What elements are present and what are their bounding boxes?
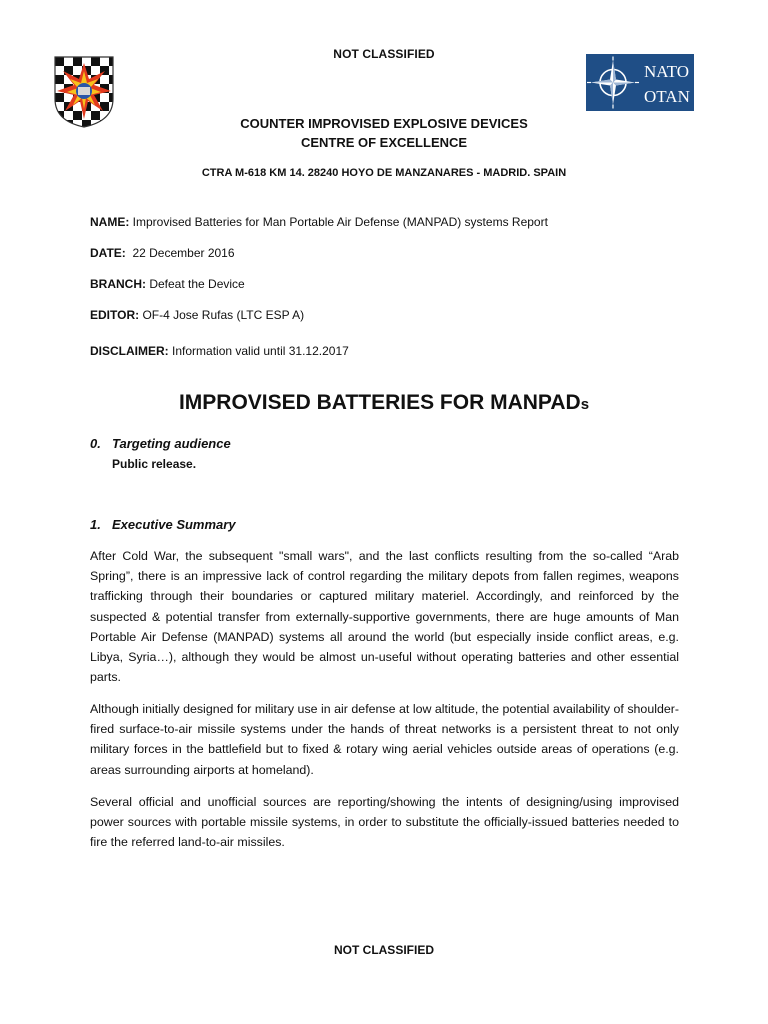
meta-editor: [90, 308, 304, 322]
meta-disclaimer-label: DISCLAIMER:: [90, 344, 169, 358]
meta-branch: [90, 277, 245, 291]
paragraph: Although initially designed for military use in air defense at low altitude, the potential availability of shoulder-fired surface-to-air missile systems under the hands of threat networks is a persistent threat to not only military forces in the battlefield but to fixed & rotary wing aerial vehicles outside areas of operations (e.g. areas surrounding airports at homeland).: [90, 702, 679, 777]
meta-editor-value: OF-4 Jose Rufas (LTC ESP A): [139, 308, 305, 322]
meta-disclaimer-value: Information valid until 31.12.2017: [168, 344, 349, 358]
org-line-2: CENTRE OF EXCELLENCE: [300, 135, 468, 150]
section-1-heading: [90, 517, 236, 532]
meta-branch-value: Defeat the Device: [146, 277, 245, 291]
meta-editor-label: EDITOR:: [90, 308, 140, 322]
organization-title: [0, 114, 768, 152]
nato-otan-icon: [586, 54, 694, 111]
paragraph: After Cold War, the subsequent "small wars", and the last conflicts resulting from the so-called “Arab Spring”, there is an impressive lack of control regarding the military depots from fallen regimes, weapons trafficking through their boundaries or captured military materiel. Accordingly, and reinforced by the suspected & potential transfer from externally-supportive governments, there are huge amounts of Man Portable Air Defense (MANPAD) systems all around the world (but especially inside conflict areas, e.g. Libya, Syria…), although they would be almost un-useful without operating batteries and other essential parts.: [90, 549, 679, 685]
meta-date: [90, 246, 235, 260]
document-title: [0, 391, 768, 415]
meta-date-value: 22 December 2016: [125, 246, 235, 260]
meta-disclaimer: [90, 344, 349, 358]
nato-text: NATO: [644, 62, 690, 81]
section-number: 1.: [90, 517, 101, 532]
meta-name: [90, 215, 548, 229]
otan-text: OTAN: [644, 87, 690, 106]
section-title: Targeting audience: [112, 436, 231, 451]
org-address: CTRA M-618 KM 14. 28240 HOYO DE MANZANARES - MADRID. SPAIN: [201, 167, 567, 179]
section-0-text: Public release.: [112, 457, 197, 471]
meta-name-value: Improvised Batteries for Man Portable Air Defense (MANPAD) systems Report: [129, 215, 548, 229]
section-0-heading: [90, 436, 231, 451]
classification-header: NOT CLASSIFIED: [333, 47, 435, 61]
org-line-1: COUNTER IMPROVISED EXPLOSIVE DEVICES: [240, 116, 528, 131]
section-title: Executive Summary: [112, 517, 236, 532]
meta-branch-label: BRANCH:: [90, 277, 146, 291]
paragraph: Several official and unofficial sources are reporting/showing the intents of designing/using improvised power sources with portable missile systems, in order to substitute the officially-issued batteries needed to fire the referred land-to-air missiles.: [90, 795, 679, 850]
meta-name-label: NAME:: [90, 215, 130, 229]
document-title-main: IMPROVISED BATTERIES FOR MANPAD: [178, 391, 581, 414]
classification-footer: NOT CLASSIFIED: [333, 943, 434, 957]
section-number: 0.: [90, 436, 101, 451]
document-title-suffix: s: [580, 396, 590, 413]
meta-date-label: DATE:: [90, 246, 126, 260]
